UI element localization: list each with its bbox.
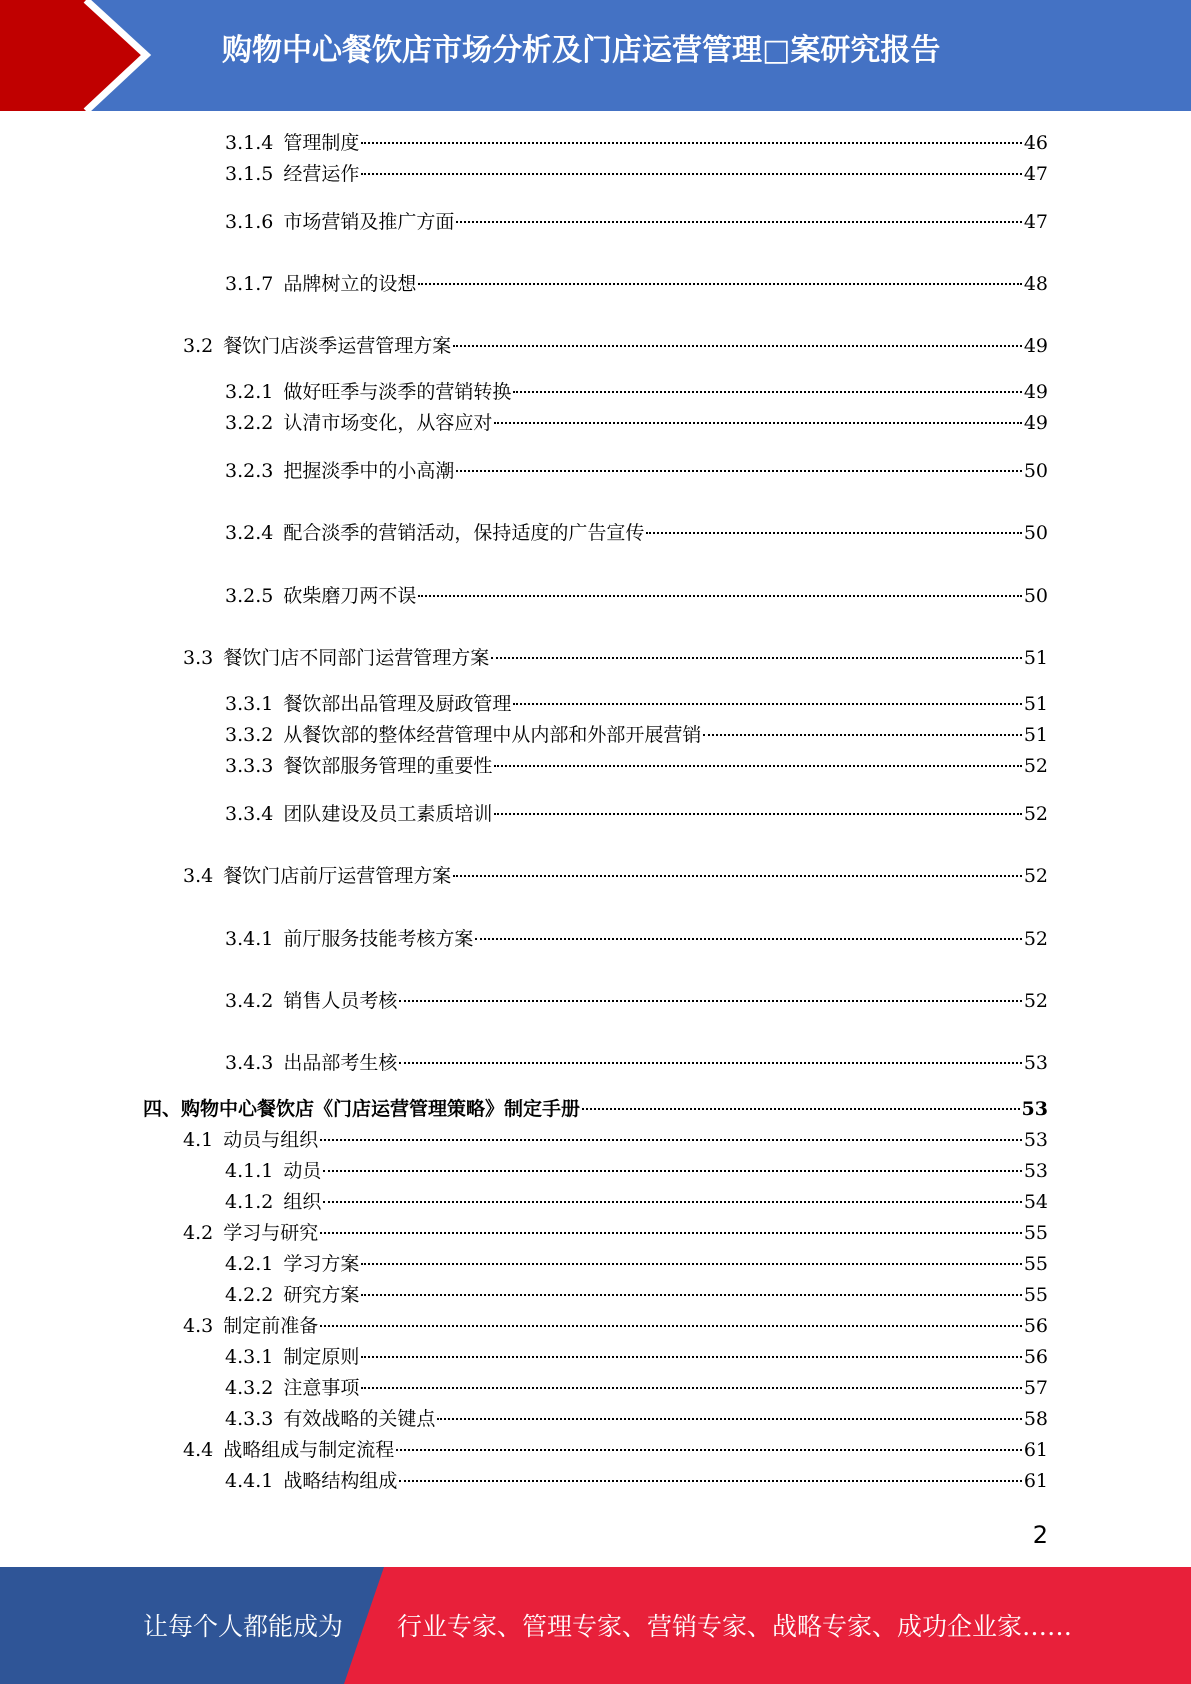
toc-dot-leader <box>582 1107 1020 1110</box>
toc-entry-title: 学习方案 <box>283 1253 360 1275</box>
toc-dot-leader <box>361 1386 1021 1389</box>
toc-entry[interactable] <box>225 209 1048 235</box>
toc-entry-title: 餐饮门店淡季运营管理方案 <box>223 335 452 357</box>
toc-entry-page: 61 <box>1023 1470 1048 1492</box>
toc-entry-number: 4.1 <box>183 1129 214 1151</box>
toc-dot-leader <box>456 469 1021 472</box>
toc-entry-page: 49 <box>1023 381 1048 403</box>
toc-entry-page: 55 <box>1023 1284 1048 1306</box>
toc-entry-title: 餐饮门店不同部门运营管理方案 <box>223 647 490 669</box>
toc-entry-title: 前厅服务技能考核方案 <box>283 928 474 950</box>
toc-entry[interactable] <box>225 1282 1048 1308</box>
toc-entry-page: 55 <box>1023 1253 1048 1275</box>
toc-entry-title: 学习与研究 <box>223 1222 319 1244</box>
toc-entry-number: 4.1.2 <box>225 1191 274 1213</box>
toc-entry-number: 4.3.1 <box>225 1346 274 1368</box>
toc-entry-page: 49 <box>1023 412 1048 434</box>
toc-dot-leader <box>494 421 1021 424</box>
toc-entry[interactable] <box>225 722 1048 748</box>
toc-entry-page: 50 <box>1023 522 1048 544</box>
toc-dot-leader <box>437 1417 1021 1420</box>
toc-entry-page: 55 <box>1023 1222 1048 1244</box>
toc-entry-page: 57 <box>1023 1377 1048 1399</box>
toc-entry-page: 53 <box>1021 1098 1048 1120</box>
toc-entry[interactable] <box>225 410 1048 436</box>
toc-entry[interactable] <box>183 645 1048 671</box>
toc-entry[interactable] <box>225 130 1048 156</box>
toc-entry-page: 58 <box>1023 1408 1048 1430</box>
toc-entry-number: 3.1.7 <box>225 273 274 295</box>
toc-entry[interactable] <box>225 1251 1048 1277</box>
page-footer <box>0 1567 1191 1684</box>
toc-entry[interactable] <box>183 1437 1048 1463</box>
toc-entry-page: 52 <box>1023 755 1048 777</box>
toc-entry-page: 52 <box>1023 990 1048 1012</box>
toc-entry-page: 54 <box>1023 1191 1048 1213</box>
toc-entry-number: 3.1.5 <box>225 163 274 185</box>
document-title: 购物中心餐饮店市场分析及门店运营管理□案研究报告 <box>222 33 941 68</box>
toc-entry[interactable] <box>225 801 1048 827</box>
toc-dot-leader <box>418 594 1021 597</box>
toc-dot-leader <box>399 999 1021 1002</box>
toc-entry-title: 有效战略的关键点 <box>283 1408 436 1430</box>
toc-entry[interactable] <box>225 1375 1048 1401</box>
toc-entry-title: 研究方案 <box>283 1284 360 1306</box>
toc-dot-leader <box>399 1061 1021 1064</box>
toc-dot-leader <box>323 1200 1021 1203</box>
toc-entry[interactable] <box>225 988 1048 1014</box>
toc-entry-page: 56 <box>1023 1315 1048 1337</box>
toc-entry-page: 52 <box>1023 928 1048 950</box>
toc-entry[interactable] <box>183 863 1048 889</box>
toc-entry-title: 做好旺季与淡季的营销转换 <box>283 381 512 403</box>
toc-entry-number: 3.2.4 <box>225 522 274 544</box>
toc-entry[interactable] <box>225 161 1048 187</box>
toc-entry-title: 销售人员考核 <box>283 990 398 1012</box>
toc-entry[interactable] <box>225 926 1048 952</box>
toc-entry-page: 53 <box>1023 1129 1048 1151</box>
toc-entry-number: 3.3.1 <box>225 693 274 715</box>
toc-entry-page: 52 <box>1023 865 1048 887</box>
toc-entry-number: 3.2.2 <box>225 412 274 434</box>
toc-dot-leader <box>456 220 1021 223</box>
toc-entry-page: 48 <box>1023 273 1048 295</box>
toc-dot-leader <box>361 1355 1021 1358</box>
toc-entry-number: 3.3 <box>183 647 214 669</box>
toc-entry[interactable] <box>225 379 1048 405</box>
toc-dot-leader <box>418 282 1021 285</box>
toc-dot-leader <box>513 390 1021 393</box>
toc-entry[interactable] <box>225 1406 1048 1432</box>
toc-dot-leader <box>361 141 1021 144</box>
toc-entry-number: 4.2.2 <box>225 1284 274 1306</box>
toc-entry-title: 组织 <box>283 1191 322 1213</box>
toc-entry[interactable] <box>225 1189 1048 1215</box>
toc-entry-title: 品牌树立的设想 <box>283 273 417 295</box>
toc-entry-page: 53 <box>1023 1052 1048 1074</box>
toc-entry-page: 61 <box>1023 1439 1048 1461</box>
toc-entry-number: 3.3.3 <box>225 755 274 777</box>
toc-entry-number: 3.4.1 <box>225 928 274 950</box>
toc-entry-number: 3.4.2 <box>225 990 274 1012</box>
toc-entry[interactable] <box>183 1220 1048 1246</box>
toc-dot-leader <box>323 1169 1021 1172</box>
toc-dot-leader <box>320 1138 1022 1141</box>
toc-dot-leader <box>320 1324 1022 1327</box>
toc-entry-title: 战略组成与制定流程 <box>223 1439 395 1461</box>
toc-chapter-entry[interactable] <box>143 1096 1048 1122</box>
toc-entry-number: 4.3.2 <box>225 1377 274 1399</box>
toc-entry[interactable] <box>225 1158 1048 1184</box>
toc-dot-leader <box>361 1262 1021 1265</box>
toc-entry-title: 把握淡季中的小高潮 <box>283 460 455 482</box>
toc-entry-number: 3.2.3 <box>225 460 274 482</box>
toc-entry-number: 4.4.1 <box>225 1470 274 1492</box>
toc-entry[interactable] <box>225 271 1048 297</box>
toc-entry-number: 4.2 <box>183 1222 214 1244</box>
toc-entry-number: 3.1.4 <box>225 132 274 154</box>
toc-entry-title: 认清市场变化，从容应对 <box>283 412 493 434</box>
page-number: 2 <box>1032 1521 1048 1549</box>
toc-entry-number: 4.4 <box>183 1439 214 1461</box>
toc-entry-title: 战略结构组成 <box>283 1470 398 1492</box>
toc-dot-leader <box>453 344 1022 347</box>
toc-entry[interactable] <box>183 333 1048 359</box>
toc-entry-title: 市场营销及推广方面 <box>283 211 455 233</box>
toc-entry-number: 3.1.6 <box>225 211 274 233</box>
toc-entry-page: 50 <box>1023 585 1048 607</box>
toc-entry-page: 51 <box>1023 647 1048 669</box>
toc-entry-number: 3.3.4 <box>225 803 274 825</box>
toc-entry-page: 51 <box>1023 693 1048 715</box>
toc-entry-number: 3.2.5 <box>225 585 274 607</box>
toc-entry[interactable] <box>183 1313 1048 1339</box>
toc-dot-leader <box>494 764 1021 767</box>
toc-entry-number: 3.3.2 <box>225 724 274 746</box>
toc-entry-title: 从餐饮部的整体经营管理中从内部和外部开展营销 <box>283 724 702 746</box>
toc-entry-number: 3.4.3 <box>225 1052 274 1074</box>
toc-entry[interactable] <box>225 691 1048 717</box>
toc-entry-title: 管理制度 <box>283 132 360 154</box>
toc-entry-number: 3.2 <box>183 335 214 357</box>
toc-entry[interactable] <box>225 753 1048 779</box>
toc-entry-page: 56 <box>1023 1346 1048 1368</box>
toc-entry-page: 49 <box>1023 335 1048 357</box>
toc-entry[interactable] <box>225 1468 1048 1494</box>
toc-entry-number: 4.1.1 <box>225 1160 274 1182</box>
toc-entry-number: 4.2.1 <box>225 1253 274 1275</box>
toc-dot-leader <box>396 1448 1022 1451</box>
toc-dot-leader <box>361 172 1021 175</box>
toc-entry-number: 4.3.3 <box>225 1408 274 1430</box>
toc-entry-page: 50 <box>1023 460 1048 482</box>
toc-entry-title: 出品部考生核 <box>283 1052 398 1074</box>
toc-dot-leader <box>491 656 1022 659</box>
toc-entry-title: 制定前准备 <box>223 1315 319 1337</box>
toc-entry[interactable] <box>225 1344 1048 1370</box>
toc-entry[interactable] <box>225 1050 1048 1076</box>
footer-slogan-right: 行业专家、管理专家、营销专家、战略专家、成功企业家…… <box>397 1612 1073 1641</box>
toc-entry-title: 动员与组织 <box>223 1129 319 1151</box>
toc-dot-leader <box>453 874 1022 877</box>
toc-entry-title: 配合淡季的营销活动，保持适度的广告宣传 <box>283 522 645 544</box>
toc-dot-leader <box>320 1231 1022 1234</box>
toc-entry-title: 餐饮门店前厅运营管理方案 <box>223 865 452 887</box>
toc-entry-title: 动员 <box>283 1160 322 1182</box>
toc-entry-title: 团队建设及员工素质培训 <box>283 803 493 825</box>
toc-entry-page: 47 <box>1023 211 1048 233</box>
toc-entry-page: 53 <box>1023 1160 1048 1182</box>
toc-entry-title: 餐饮部服务管理的重要性 <box>283 755 493 777</box>
toc-entry-title: 制定原则 <box>283 1346 360 1368</box>
toc-entry-title: 经营运作 <box>283 163 360 185</box>
toc-entry-page: 51 <box>1023 724 1048 746</box>
toc-dot-leader <box>475 937 1021 940</box>
toc-entry-title: 砍柴磨刀两不误 <box>283 585 417 607</box>
toc-dot-leader <box>399 1479 1021 1482</box>
toc-entry-title: 注意事项 <box>283 1377 360 1399</box>
toc-entry[interactable] <box>225 583 1048 609</box>
toc-entry[interactable] <box>225 458 1048 484</box>
toc-entry-page: 52 <box>1023 803 1048 825</box>
toc-entry-page: 46 <box>1023 132 1048 154</box>
toc-entry-page: 47 <box>1023 163 1048 185</box>
toc-dot-leader <box>494 812 1021 815</box>
toc-entry-number: 3.2.1 <box>225 381 274 403</box>
footer-slogan-left: 让每个人都能成为 <box>143 1612 344 1641</box>
toc-entry-title: 四、购物中心餐饮店《门店运营管理策略》制定手册 <box>143 1098 581 1120</box>
toc-entry-title: 餐饮部出品管理及厨政管理 <box>283 693 512 715</box>
toc-dot-leader <box>513 702 1021 705</box>
toc-dot-leader <box>361 1293 1021 1296</box>
toc-entry[interactable] <box>183 1127 1048 1153</box>
toc-entry[interactable] <box>225 520 1048 546</box>
toc-entry-number: 3.4 <box>183 865 214 887</box>
toc-entry-number: 4.3 <box>183 1315 214 1337</box>
toc-dot-leader <box>646 531 1021 534</box>
toc-dot-leader <box>703 733 1021 736</box>
